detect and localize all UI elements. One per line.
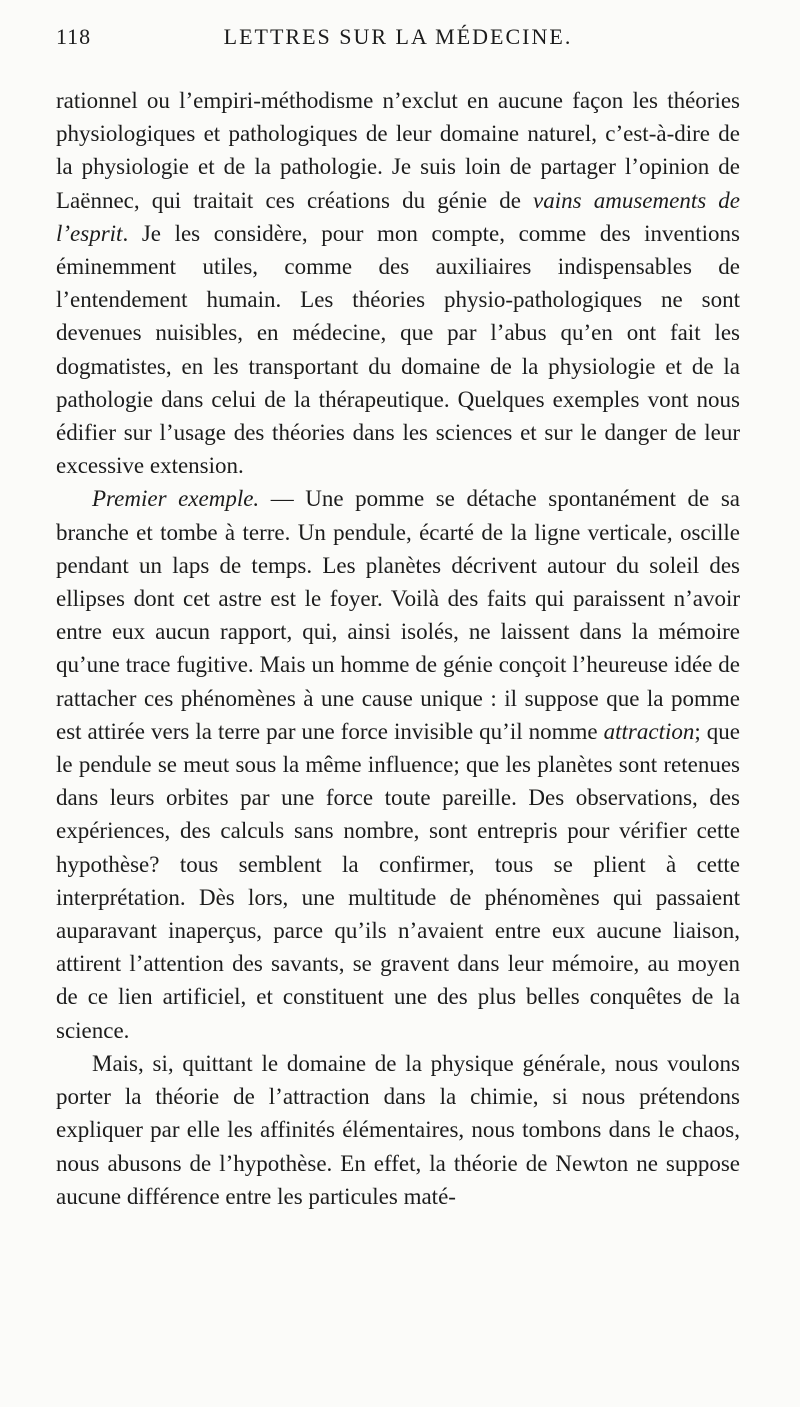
paragraph-2 bbox=[56, 482, 740, 1046]
text-run: ; que le pendule se meut sous la même influence; que les planètes sont retenues dans leurs orbites par une force toute pareille. Des observations, des expériences, des calculs sans nombre, sont entrepris pour vérifier cette hypothèse? tous semblent la confirmer, tous se plient à cette interprétation. Dès lors, une multitude de phénomènes qui passaient auparavant inaperçus, parce qu’ils n’avaient entre eux aucune liaison, attirent l’attention des savants, se gravent dans leur mémoire, au moyen de ce lien artificiel, et constituent une des plus belles conquêtes de la science. bbox=[56, 718, 740, 1043]
text-run: rationnel ou l’empiri-méthodisme n’exclut en aucune façon les théories physiologiques et pathologiques de leur domaine naturel, c’est-à-dire de la physiologie et de la pathologie. Je suis loin de partager l’opinion de Laënnec, qui traitait ces créations du génie de bbox=[56, 88, 740, 213]
page-number: 118 bbox=[56, 24, 92, 49]
text-run: . Je les considère, pour mon compte, comme des inventions éminemment utiles, comme des auxiliaires indispensables de l’entendement humain. Les théories physio-pathologiques ne sont devenues nuisibles, en médecine, que par l’abus qu’en ont fait les dogmatistes, en les transportant du domaine de la physiologie et de la pathologie dans celui de la thérapeutique. Quelques exemples vont nous édifier sur l’usage des théories dans les sciences et sur le danger de leur excessive extension. bbox=[56, 220, 740, 479]
paragraph-1 bbox=[56, 84, 740, 482]
italic-phrase-vains-amusements: vains amusements de l’esprit bbox=[56, 187, 741, 246]
body-text bbox=[56, 84, 740, 1213]
italic-term-attraction: attraction bbox=[603, 718, 695, 744]
italic-heading-premier-exemple: Premier exemple. bbox=[92, 486, 260, 512]
text-run: Mais, si, quittant le domaine de la physique générale, nous voulons porter la théorie de l’attraction dans la chimie, si nous prétendons expliquer par elle les affinités élémentaires, nous tombons dans le chaos, nous abusons de l’hypothèse. En effet, la théorie de Newton ne suppose aucune différence entre les particules maté- bbox=[56, 1050, 740, 1209]
page-header bbox=[56, 24, 740, 60]
paragraph-3 bbox=[56, 1047, 740, 1213]
text-run: — Une pomme se détache spontanément de sa branche et tombe à terre. Un pendule, écarté de la ligne verticale, oscille pendant un laps de temps. Les planètes décrivent autour du soleil des ellipses dont cet astre est le foyer. Voilà des faits qui paraissent n’avoir entre eux aucun rapport, qui, ainsi isolés, ne laissent dans la mémoire qu’une trace fugitive. Mais un homme de génie conçoit l’heureuse idée de rattacher ces phénomènes à une cause unique : il suppose que la pomme est attirée vers la terre par une force invisible qu’il nomme bbox=[56, 486, 740, 744]
running-title: LETTRES SUR LA MÉDECINE. bbox=[223, 24, 573, 49]
